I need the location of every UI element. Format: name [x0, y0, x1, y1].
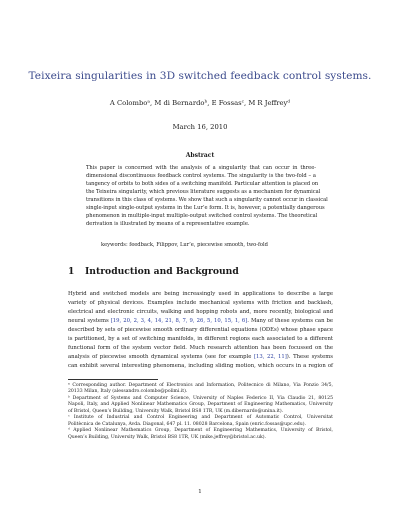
body-line: can exhibit several interesting phenomena, including sliding motion, which occurs in a region of: [68, 363, 333, 369]
body-line: Hybrid and switched models are being increasingly used in applications to describe a large: [68, 291, 333, 297]
footnote-line: Queen’s Building, University Walk, Bristol BS8 1TR, UK (mike.jeffrey@bristol.ac.uk).: [68, 434, 267, 440]
abstract-line: transitions in this class of systems. We show that such a singularity cannot occur in classical: [86, 197, 328, 203]
footnote-line: ᵃ Corresponding author. Department of Electronics and Information, Politecnico di Milano, Via Ponzio 34/5,: [68, 383, 333, 388]
footnote-line: Politècnica de Catalunya, Avda. Diagonal, 647 pl. 11. 08028 Barcelona, Spain (enric.fossas@upc.edu).: [68, 421, 306, 427]
abstract-line: tangency of orbits to both sides of a switching manifold. Particular attention is placed on: [86, 181, 319, 187]
body-line: described by sets of piecewise smooth ordinary differential equations (ODEs) whose phase space: [68, 327, 333, 333]
abstract-line: phenomenon in multiple-input multiple-output switched control systems. The theoretical: [86, 213, 318, 219]
footnote-line: 20133 Milan, Italy (alessandro.colombo@polimi.it).: [68, 389, 188, 395]
footnote-line: ᵈ Applied Nonlinear Mathematics Group, Department of Engineering Mathematics, University of Bristol,: [68, 428, 333, 434]
body-line: is partitioned, by a set of switching manifolds, in different regions each associated to a different: [68, 336, 333, 342]
abstract-line: derivation is illustrated by means of a representative example.: [86, 221, 250, 227]
body-line: variety of physical devices. Examples include mechanical systems with friction and backlash,: [68, 300, 333, 306]
abstract-line: single-input single-output systems in the Lur’e form. It is, however, a potentially dangerous: [86, 205, 325, 211]
footnote-line: ᶜ Institute of Industrial and Control Engineering and Department of Automatic Control, Universitat: [68, 415, 333, 421]
author-list: A Colomboᵃ, M di Bernardoᵇ, E Fossasᶜ, M R Jeffreyᵈ: [109, 99, 291, 107]
footnote-line: Napoli, Italy, and Applied Nonlinear Mathematics Group, Department of Engineering Mathematics, University: [68, 402, 333, 408]
section-number: 1: [68, 266, 75, 277]
citation[interactable]: [13, 22, 11]: [253, 354, 287, 360]
citation[interactable]: [19, 20, 2, 3, 4, 14, 21, 8, 7, 9, 26, 5, 10, 15, 1, 6]: [110, 318, 248, 324]
abstract-line: This paper is concerned with the analysis of a singularity that can occur in three-: [86, 165, 316, 171]
footnote-rule: [68, 379, 158, 380]
section-heading: [68, 266, 239, 277]
footnote-line: of Bristol, Queen’s Building, University Walk, Bristol BS8 1TR, UK (m.dibernardo@unina.it).: [68, 408, 284, 414]
section-title: Introduction and Background: [85, 266, 239, 277]
abstract-heading: Abstract: [185, 152, 215, 159]
keywords: keywords: feedback, Filippov, Lur’e, piecewise smooth, two-fold: [101, 242, 268, 248]
body-line: functional form of the system vector field. Much research attention has been focussed on the: [68, 345, 333, 351]
body-line: neural systems [19, 20, 2, 3, 4, 14, 21, 8, 7, 9, 26, 5, 10, 15, 1, 6]. Many of these systems can be: [68, 318, 333, 324]
paper-title: Teixeira singularities in 3D switched feedback control systems.: [28, 70, 372, 82]
paper-date: March 16, 2010: [172, 123, 228, 131]
footnote-line: ᵇ Department of Systems and Computer Science, University of Naples Federico II, Via Claudio 21, 80125: [68, 396, 333, 401]
body-line: electrical and electronic circuits, walking and hopping robots and, more recently, biological and: [68, 309, 333, 315]
abstract-line: the Teixeira singularity, which previous literature suggests as a mechanism for dynamical: [86, 189, 321, 195]
abstract-line: dimensional discontinuous feedback control systems. The singularity is the two-fold – a: [86, 173, 316, 179]
body-line: analysis of piecewise smooth dynamical systems (see for example [13, 22, 11]). These systems: [68, 354, 334, 360]
page-number: 1: [198, 489, 202, 495]
